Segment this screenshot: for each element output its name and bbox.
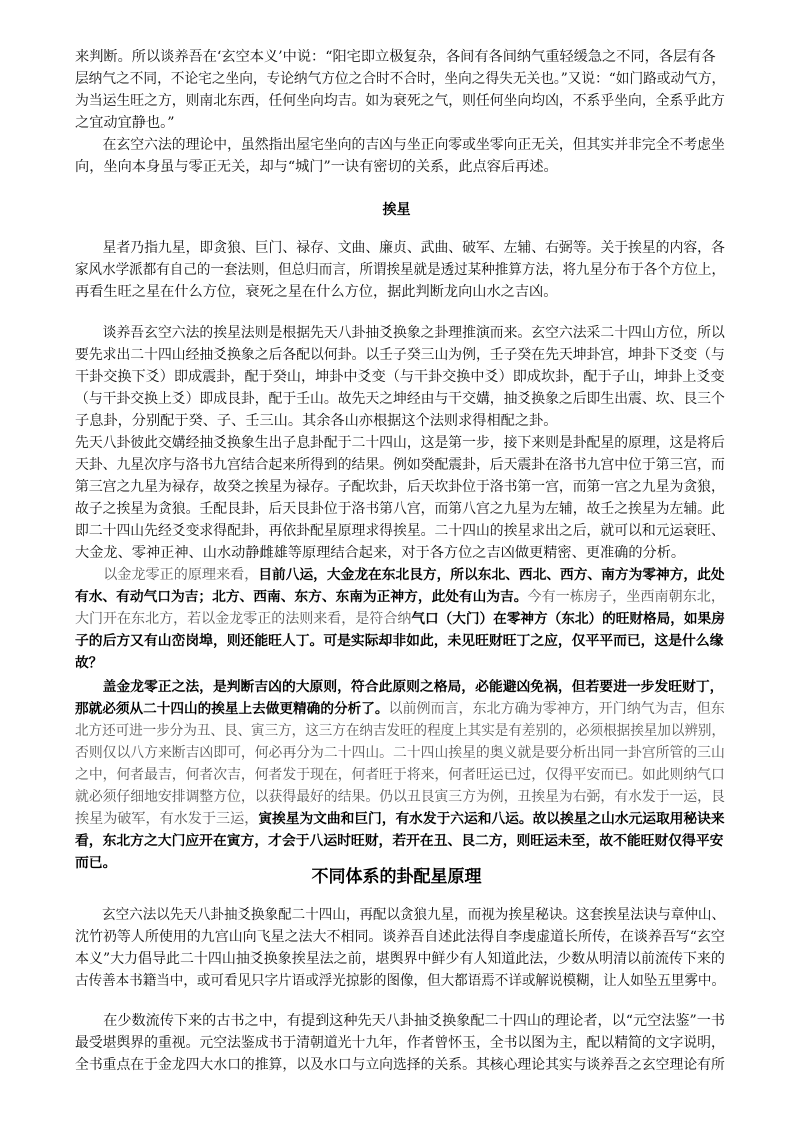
text-line: 在少数流传下来的古书之中，有提到这种先天八卦抽爻换象配二十四山的理论者，以“元空法鉴”一书 [75,1013,725,1029]
text-line: 就必须仔细地安排调整方位，以获得最好的结果。仍以丑艮寅三方为例，丑挨星为右弼，有水发于一运，艮 [75,789,725,805]
bold-text: 有水、有动气口为吉；北方、西南、东方、东南为正神方，此处有山为吉。 [75,589,528,605]
text-line: 故子之挨星为贪狼。壬配艮卦，后天艮卦位于洛书第八宫，而第八宫之九星为左辅，故壬之挨星为左辅。此 [75,501,725,517]
text-line: 否则仅以八方来断吉凶即可，何必再分为二十四山。二十四山挨星的奥义就是要分析出同一卦宫所管的三山 [75,745,725,761]
text-line: 沈竹礽等人所使用的九宫山向飞星之法大不相同。谈养吾自述此法得自李虔虚道长所传，在谈养吾写“玄空 [75,929,725,945]
text-line: 再看生旺之星在什么方位，衰死之星在什么方位，据此判断龙向山水之吉凶。 [75,284,558,300]
text-line: 即二十四山先经爻变求得配卦，再依卦配星原理求得挨星。二十四山的挨星求出之后，就可以和元运衰旺、 [75,523,725,539]
bold-text: 故？ [75,655,103,671]
bold-text: 气口（大门）在零神方（东北）的旺财格局，如果房 [411,611,725,627]
text-line [75,808,725,830]
text-line: 北方还可进一步分为丑、艮、寅三方，这三方在纳吉发旺的程度上其实是有差别的，必须根据挨星加以辨别， [75,723,726,739]
text-line: 古传善本书籍当中，或可看见只字片语或浮光掠影的图像，但大都语焉不详或解说模糊，让人如坠五里雾中。 [75,973,726,989]
text-line: 之宜动宜静也。” [75,115,175,131]
plain-text: 今有一栋房子，坐西南朝东北， [527,589,725,605]
text-line: 要先求出二十四山经抽爻换象之后各配以何卦。以壬子癸三山为例，壬子癸在先天坤卦宫，坤卦下爻变（与 [75,347,725,363]
text-line: 谈养吾玄空六法的挨星法则是根据先天八卦抽爻换象之卦理推演而来。玄空六法采二十四山方位，所以 [75,325,725,341]
text-line: 全书重点在于金龙四大水口的推算，以及水口与立向选择的关系。其核心理论其实与谈养吾之玄空理论有所 [75,1057,725,1073]
plain-text: 以前例而言，东北方确为零神方，开门纳气为吉，但东 [388,701,725,717]
text-line [75,652,103,674]
text-line: 家风水学派都有自己的一套法则，但总归而言，所谓挨星就是透过某种推算方法，将九星分布于各个方位上， [75,262,726,278]
text-line [75,676,723,698]
bold-text: 盖金龙零正之法，是判断吉凶的大原则，符合此原则之格局，必能避凶免祸，但若要进一步发旺财丁， [75,679,724,695]
text-line [75,608,725,630]
section-heading-systems: 不同体系的卦配星原理 [311,867,482,887]
text-line: 子息卦，分别配于癸、子、壬三山。其余各山亦根据这个法则求得相配之卦。 [75,413,558,429]
bold-text: 寅挨星为文曲和巨门，有水发于六运和八运。故以挨星之山水元运取用秘诀来 [258,811,725,827]
text-line: 最受堪舆界的重视。元空法鉴成书于清朝道光十九年，作者曾怀玉，全书以图为主，配以精简的文字说明， [75,1035,725,1051]
bold-text: 那就必须从二十四山的挨星上去做更精确的分析了。 [75,701,389,717]
text-line [75,630,723,652]
text-line: 来判断。所以谈养吾在‘玄空本义’中说：“阳宅即立极复杂，各间有各间纳气重轻缓急之不同，各层有各 [75,49,716,65]
plain-text: 大门开在东北方，若以金龙零正的法则来看，是符合纳 [75,611,412,627]
text-line: 第三宫之九星为禄存，故癸之挨星为禄存。子配坎卦，后天坎卦位于洛书第一宫，而第一宫之九星为贪狼， [75,479,725,495]
bold-text: 而已。 [75,855,117,871]
section-heading-aixing: 挨星 [382,202,411,218]
text-line: 之中，何者最吉，何者次吉，何者发于现在，何者旺于将来，何者旺运已过，仅得平安而已。如此则纳气口 [75,767,725,783]
text-line: 向，坐向本身虽与零正无关，却与“城门”一诀有密切的关系，此点容后再述。 [75,159,558,175]
text-line: 干卦交换下爻）即成震卦，配于癸山，坤卦中爻变（与干卦交换中爻）即成坎卦，配于子山，坤卦上爻变 [75,369,725,385]
text-line: 星者乃指九星，即贪狼、巨门、禄存、文曲、廉贞、武曲、破军、左辅、右弼等。关于挨星的内容，各 [75,240,725,256]
bold-text: 目前八运，大金龙在东北艮方，所以东北、西北、西方、南方为零神方，此处 [258,567,725,583]
text-line [75,830,723,852]
plain-text: 以金龙零正的原理来看， [75,567,259,583]
text-line: 在玄空六法的理论中，虽然指出屋宅坐向的吉凶与坐正向零或坐零向正无关，但其实并非完全不考虑坐 [75,137,725,153]
text-line: （与干卦交换上爻）即成艮卦，配于壬山。故先天之坤经由与干交媾，抽爻换象之后即生出震、坎、艮三个 [75,391,725,407]
text-line: 先天八卦彼此交媾经抽爻换象生出子息卦配于二十四山，这是第一步，接下来则是卦配星的原理，这是将后 [75,435,725,451]
text-line: 本义”大力倡导此二十四山抽爻换象挨星法之前，堪舆界中鲜少有人知道此法，少数从明清以前流传下来的 [75,951,725,967]
text-line: 层纳气之不同，不论宅之坐向，专论纳气方位之合时不合时，坐向之得失无关也。”又说：“如门路或动气方， [75,71,726,87]
text-line: 玄空六法以先天八卦抽爻换象配二十四山，再配以贪狼九星，而视为挨星秘诀。这套挨星法诀与章仲山、 [75,907,726,923]
text-line [75,586,725,608]
bold-text: 子的后方又有山峦岗埠，则还能旺人丁。可是实际却非如此，未见旺财旺丁之应，仅平平而已，这是什么缘 [75,633,724,649]
text-line: 天卦、九星次序与洛书九宫结合起来所得到的结果。例如癸配震卦，后天震卦在洛书九宫中位于第三宫，而 [75,457,725,473]
text-line: 大金龙、零神正神、山水动静雌雄等原理结合起来，对于各方位之吉凶做更精密、更准确的分析。 [75,545,686,561]
text-line: 为当运生旺之方，则南北东西，任何坐向均吉。如为衰死之气，则任何坐向均凶，不系乎坐向，全系乎此方 [75,93,725,109]
text-line [75,564,725,586]
text-line [75,698,725,720]
bold-text: 看，东北方之大门应开在寅方，才会于八运时旺财，若开在丑、艮二方，则旺运未至，故不能旺财仅得平安 [75,833,724,849]
plain-text: 挨星为破军，有水发于三运， [75,811,259,827]
